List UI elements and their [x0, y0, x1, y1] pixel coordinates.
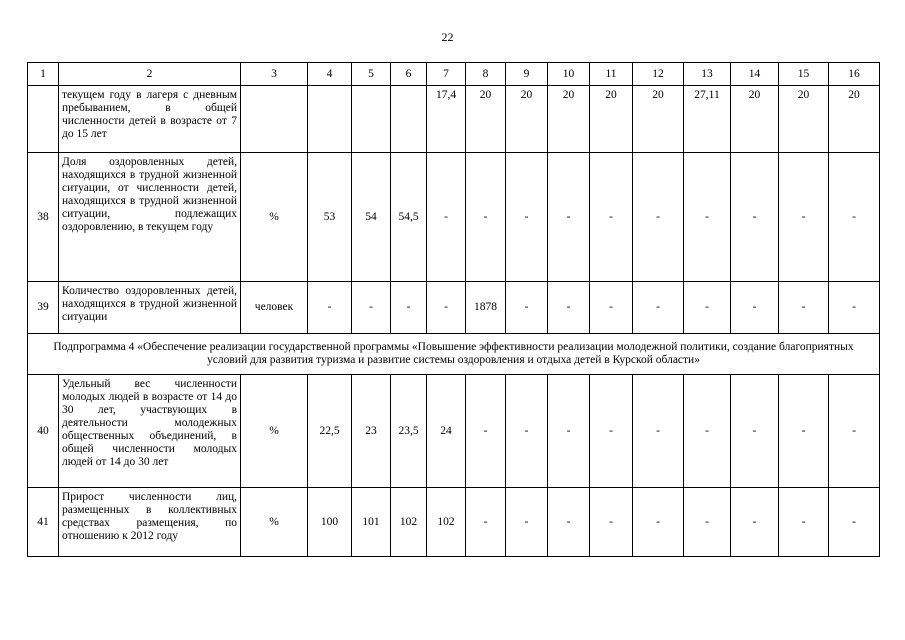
value-cell: 23,5	[391, 375, 427, 488]
header-cell: 3	[241, 63, 308, 86]
subprogram-row	[28, 334, 880, 375]
value-cell: 27,11	[684, 86, 731, 153]
header-cell: 11	[590, 63, 633, 86]
value-cell: -	[548, 153, 590, 282]
value-cell: 54,5	[391, 153, 427, 282]
value-cell: 101	[352, 488, 391, 557]
header-cell: 2	[59, 63, 241, 86]
value-cell: 17,4	[427, 86, 466, 153]
value-cell: 100	[308, 488, 352, 557]
value-cell: -	[829, 282, 880, 334]
value-cell: -	[633, 282, 684, 334]
value-cell: 20	[633, 86, 684, 153]
value-cell: -	[352, 282, 391, 334]
value-cell: -	[590, 282, 633, 334]
indicator-description: Прирост численности лиц, размещенных в коллективных средствах размещения, по отношению к 2012 году	[59, 488, 241, 557]
indicator-description: Количество оздоровленных детей, находящихся в трудной жизненной ситуации	[59, 282, 241, 334]
value-cell: -	[427, 153, 466, 282]
value-cell: -	[829, 488, 880, 557]
value-cell: -	[829, 375, 880, 488]
value-cell: 22,5	[308, 375, 352, 488]
value-cell: -	[779, 375, 829, 488]
value-cell: -	[506, 282, 548, 334]
value-cell: -	[731, 282, 779, 334]
value-cell: 20	[590, 86, 633, 153]
indicators-table	[27, 62, 880, 557]
value-cell: -	[779, 282, 829, 334]
value-cell: -	[633, 153, 684, 282]
row-number	[28, 86, 59, 153]
value-cell: -	[731, 488, 779, 557]
value-cell: 20	[466, 86, 506, 153]
value-cell: -	[590, 488, 633, 557]
value-cell: 54	[352, 153, 391, 282]
value-cell: -	[391, 282, 427, 334]
header-row	[28, 63, 880, 86]
header-cell: 5	[352, 63, 391, 86]
value-cell: 20	[506, 86, 548, 153]
value-cell: 20	[731, 86, 779, 153]
header-cell: 4	[308, 63, 352, 86]
value-cell: 20	[829, 86, 880, 153]
value-cell: 102	[391, 488, 427, 557]
value-cell: -	[731, 375, 779, 488]
value-cell: 53	[308, 153, 352, 282]
indicator-description: Доля оздоровленных детей, находящихся в трудной жизненной ситуации, от численности детей, находящихся в трудной жизненной ситуации, подлежащих оздоровлению, в текущем году	[59, 153, 241, 282]
value-cell	[352, 86, 391, 153]
value-cell: -	[684, 488, 731, 557]
value-cell: 102	[427, 488, 466, 557]
value-cell: -	[548, 488, 590, 557]
value-cell: -	[506, 375, 548, 488]
subprogram-title: Подпрограмма 4 «Обеспечение реализации государственной программы «Повышение эффективности реализации молодежной политики, создание благоприятных условий для развития туризма и развитие системы оздоровления и отдыха детей в Курской области»	[28, 334, 880, 375]
value-cell: 20	[779, 86, 829, 153]
value-cell: -	[506, 153, 548, 282]
unit-cell: %	[241, 153, 308, 282]
value-cell	[308, 86, 352, 153]
value-cell: -	[506, 488, 548, 557]
header-cell: 7	[427, 63, 466, 86]
value-cell: -	[590, 375, 633, 488]
value-cell: 20	[548, 86, 590, 153]
header-cell: 12	[633, 63, 684, 86]
value-cell: -	[633, 375, 684, 488]
row-number: 41	[28, 488, 59, 557]
table-row	[28, 153, 880, 282]
table-row	[28, 375, 880, 488]
header-cell: 14	[731, 63, 779, 86]
unit-cell: %	[241, 488, 308, 557]
header-cell: 9	[506, 63, 548, 86]
value-cell: -	[829, 153, 880, 282]
row-number: 38	[28, 153, 59, 282]
value-cell: -	[548, 282, 590, 334]
header-cell: 8	[466, 63, 506, 86]
indicator-description: Удельный вес численности молодых людей в возрасте от 14 до 30 лет, участвующих в деятельности молодежных общественных объединений, в общей численности молодых людей от 14 до 30 лет	[59, 375, 241, 488]
header-cell: 10	[548, 63, 590, 86]
value-cell: -	[466, 375, 506, 488]
value-cell: -	[779, 153, 829, 282]
value-cell: -	[466, 488, 506, 557]
header-cell: 16	[829, 63, 880, 86]
row-number: 40	[28, 375, 59, 488]
value-cell: -	[308, 282, 352, 334]
unit-cell	[241, 86, 308, 153]
table-row	[28, 488, 880, 557]
value-cell: -	[779, 488, 829, 557]
header-cell: 6	[391, 63, 427, 86]
table-row	[28, 282, 880, 334]
value-cell: -	[633, 488, 684, 557]
value-cell	[391, 86, 427, 153]
table-row	[28, 86, 880, 153]
header-cell: 15	[779, 63, 829, 86]
value-cell: -	[590, 153, 633, 282]
value-cell: -	[684, 153, 731, 282]
indicator-description: текущем году в лагеря с дневным пребыванием, в общей численности детей в возрасте от 7 до 15 лет	[59, 86, 241, 153]
page-number: 22	[441, 30, 454, 44]
value-cell: 1878	[466, 282, 506, 334]
header-cell: 1	[28, 63, 59, 86]
value-cell: -	[684, 375, 731, 488]
value-cell: -	[548, 375, 590, 488]
header-cell: 13	[684, 63, 731, 86]
unit-cell: человек	[241, 282, 308, 334]
value-cell: -	[684, 282, 731, 334]
value-cell: -	[427, 282, 466, 334]
unit-cell: %	[241, 375, 308, 488]
value-cell: 24	[427, 375, 466, 488]
row-number: 39	[28, 282, 59, 334]
value-cell: 23	[352, 375, 391, 488]
value-cell: -	[466, 153, 506, 282]
value-cell: -	[731, 153, 779, 282]
